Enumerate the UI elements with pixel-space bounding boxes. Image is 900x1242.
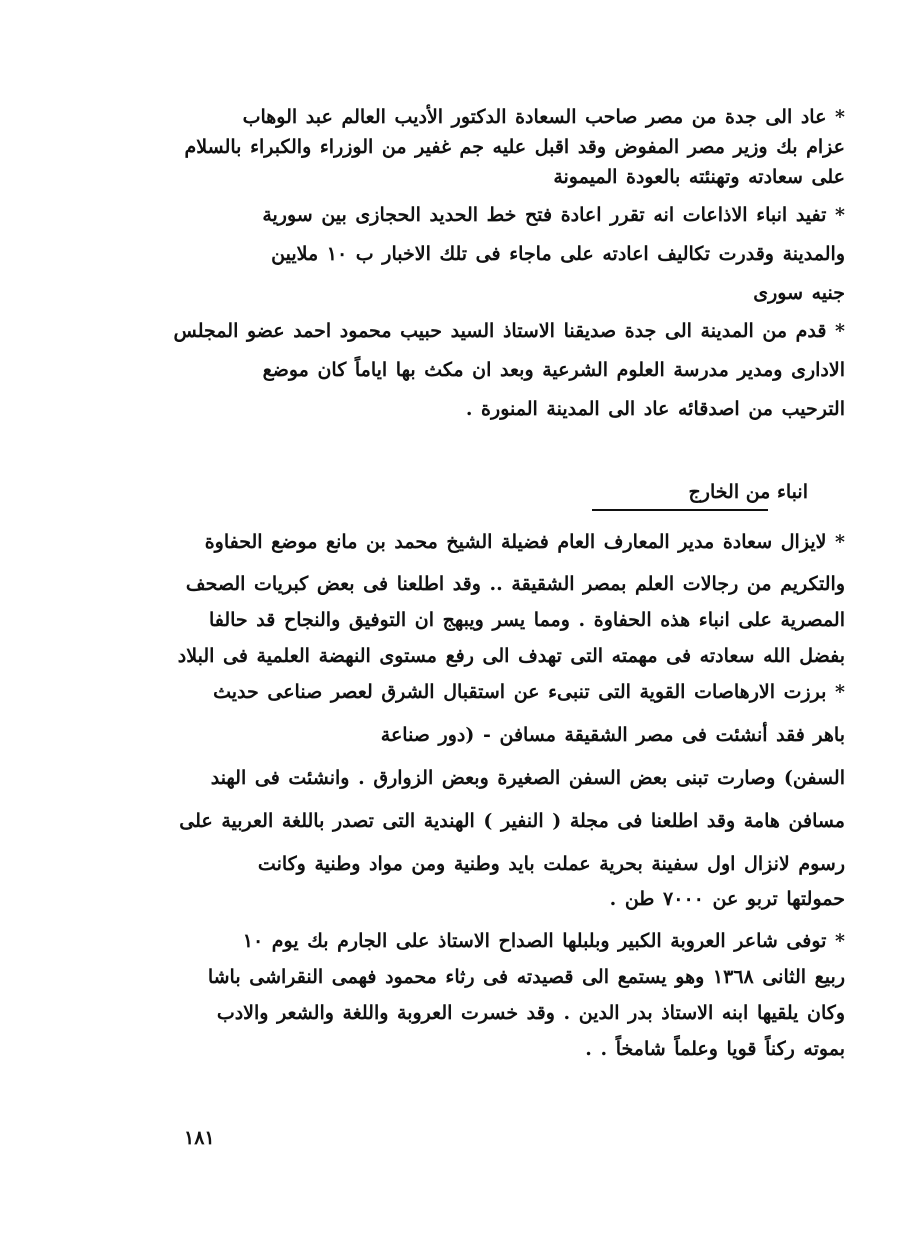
- text-line: * تفيد انباء الاذاعات انه تقرر اعادة فتح خط الحديد الحجازى بين سورية: [262, 204, 845, 226]
- text-line: وكان يلقيها ابنه الاستاذ بدر الدين . وقد خسرت العروبة واللغة والشعر والادب: [216, 1002, 845, 1024]
- text-line: المصرية على انباء هذه الحفاوة . ومما يسر ويبهج ان التوفيق والنجاح قد حالفا: [208, 609, 845, 631]
- text-line: الادارى ومدير مدرسة العلوم الشرعية وبعد ان مكث بها اياماً كان موضع: [262, 359, 845, 381]
- text-line: * قدم من المدينة الى جدة صديقنا الاستاذ السيد حبيب محمود احمد عضو المجلس: [173, 320, 845, 342]
- text-line: والمدينة وقدرت تكاليف اعادته على ماجاء فى تلك الاخبار ب ١٠ ملايين: [271, 243, 845, 265]
- text-line: الترحيب من اصدقائه عاد الى المدينة المنورة .: [465, 398, 845, 420]
- news-item-hejaz-railway: [145, 200, 845, 308]
- news-item-shipyards: [145, 677, 845, 914]
- text-line: ربيع الثانى ١٣٦٨ وهو يستمع الى قصيدته فى رثاء محمود فهمى النقراشى باشا: [207, 966, 845, 988]
- page-number: ١٨١: [184, 1127, 215, 1149]
- text-line: * عاد الى جدة من مصر صاحب السعادة الدكتور الأديب العالم عبد الوهاب: [242, 106, 845, 128]
- text-line: السفن) وصارت تبنى بعض السفن الصغيرة وبعض الزوارق . وانشئت فى الهند: [210, 767, 845, 789]
- text-line: جنيه سورى: [753, 282, 845, 304]
- text-line: باهر فقد أنشئت فى مصر الشقيقة مسافن - (دور صناعة: [380, 724, 845, 746]
- news-item-poet-death: [145, 926, 845, 1064]
- text-line: حمولتها تربو عن ٧٠٠٠ طن .: [609, 888, 845, 910]
- news-column-top: [145, 102, 845, 424]
- section-heading: انباء من الخارج: [688, 481, 808, 503]
- news-item-ambassador-return: [145, 102, 845, 192]
- text-line: رسوم لانزال اول سفينة بحرية عملت بايد وطنية ومن مواد وطنية وكانت: [257, 853, 845, 875]
- news-column-bottom: [145, 527, 845, 1064]
- news-item-education-director: [145, 527, 845, 671]
- text-line: والتكريم من رجالات العلم بمصر الشقيقة .. وقد اطلعنا فى بعض كبريات الصحف: [185, 573, 845, 595]
- text-line: على سعادته وتهنئته بالعودة الميمونة: [553, 166, 845, 188]
- text-line: بموته ركناً قويا وعلماً شامخاً . .: [585, 1038, 845, 1060]
- heading-underline: [592, 509, 768, 511]
- text-line: * لايزال سعادة مدير المعارف العام فضيلة الشيخ محمد بن مانع موضع الحفاوة: [204, 531, 845, 553]
- text-line: مسافن هامة وقد اطلعنا فى مجلة ( النفير ) الهندية التى تصدر باللغة العربية على: [179, 810, 845, 832]
- text-line: * برزت الارهاصات القوية التى تنبىء عن استقبال الشرق لعصر صناعى حديث: [213, 681, 845, 703]
- text-line: بفضل الله سعادته فى مهمته التى تهدف الى رفع مستوى النهضة العلمية فى البلاد: [177, 645, 845, 667]
- text-line: عزام بك وزير مصر المفوض وقد اقبل عليه جم غفير من الوزراء والكبراء بالسلام: [184, 136, 845, 158]
- text-line: * توفى شاعر العروبة الكبير وبلبلها الصداح الاستاذ على الجارم بك يوم ١٠: [242, 930, 845, 952]
- news-item-medina-visit: [145, 316, 845, 424]
